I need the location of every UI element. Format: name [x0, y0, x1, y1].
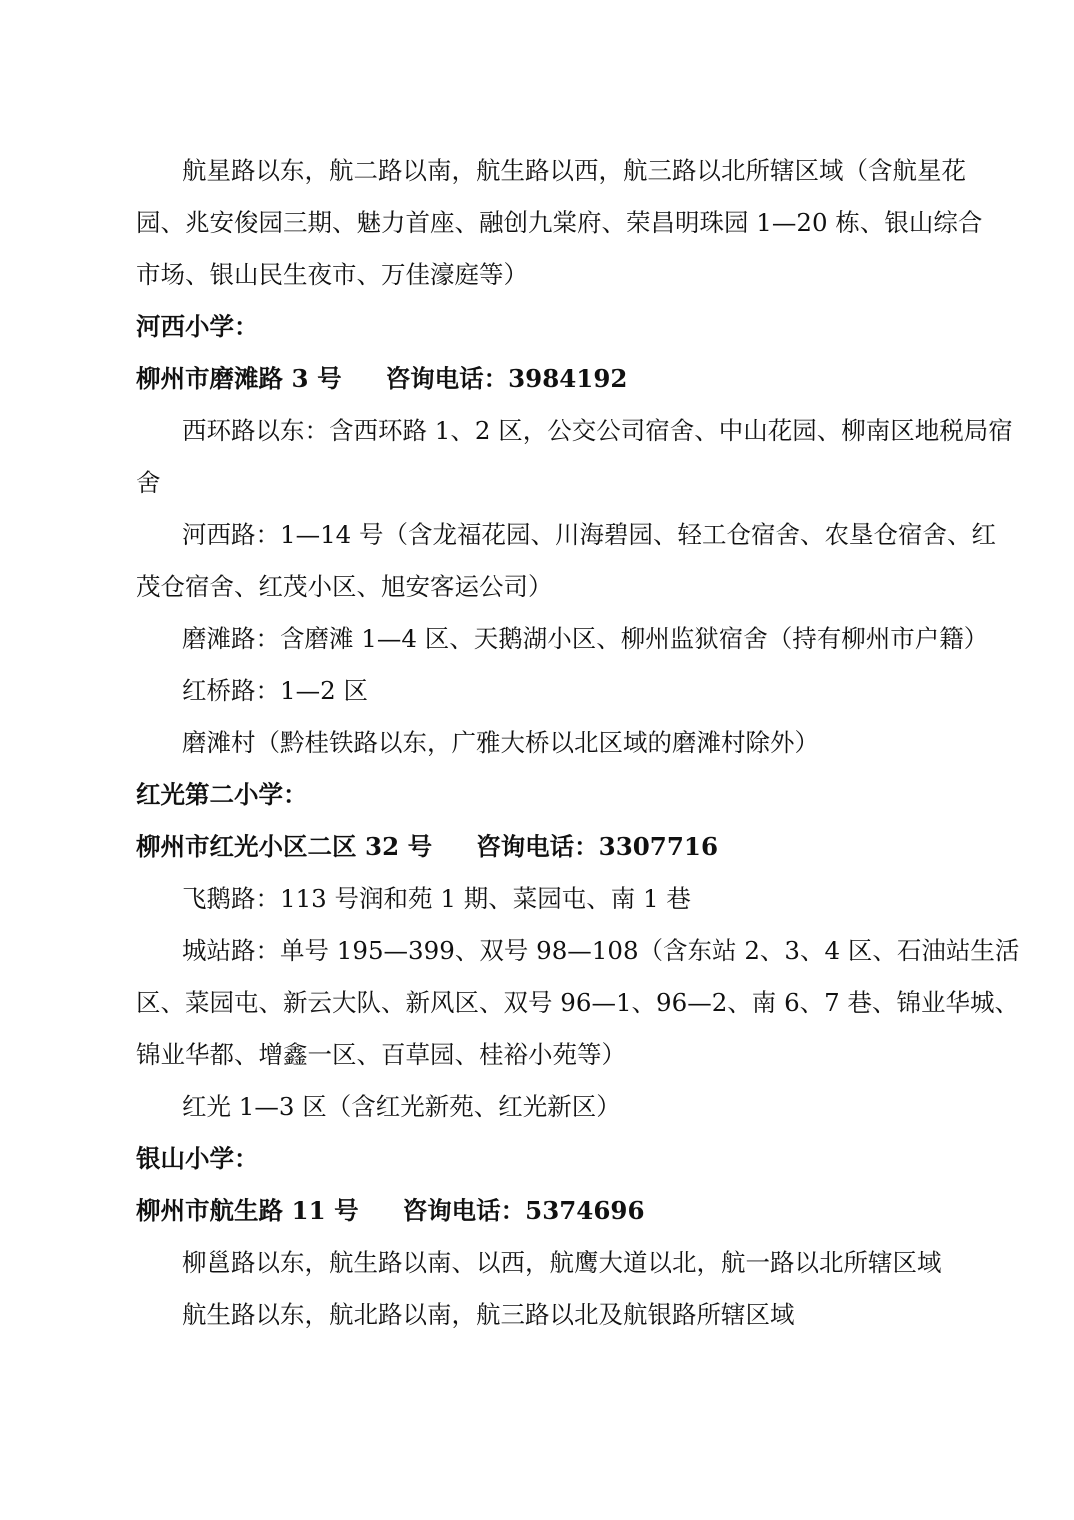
school-phone: 咨询电话：3984192 — [385, 364, 628, 393]
school-heading: 银山小学： — [136, 1144, 259, 1173]
school-address: 柳州市航生路 11 号 — [136, 1196, 359, 1225]
paragraph-line: 茂仓宿舍、红茂小区、旭安客运公司） — [136, 572, 553, 601]
school-phone: 咨询电话：5374696 — [402, 1196, 645, 1225]
paragraph-line: 航生路以东，航北路以南，航三路以北及航银路所辖区域 — [182, 1300, 795, 1329]
paragraph-line: 磨滩路：含磨滩 1—4 区、天鹅湖小区、柳州监狱宿舍（持有柳州市户籍） — [182, 624, 989, 653]
school-address-line — [136, 353, 946, 405]
paragraph-line: 园、兆安俊园三期、魅力首座、融创九棠府、荣昌明珠园 1—20 栋、银山综合 — [136, 208, 983, 237]
school-address: 柳州市磨滩路 3 号 — [136, 364, 342, 393]
paragraph-line: 舍 — [136, 468, 161, 497]
paragraph-line: 磨滩村（黔桂铁路以东，广雅大桥以北区域的磨滩村除外） — [182, 728, 819, 757]
document-page — [136, 145, 1020, 1341]
paragraph-line: 锦业华都、增鑫一区、百草园、桂裕小苑等） — [136, 1040, 626, 1069]
paragraph-line: 航星路以东，航二路以南，航生路以西，航三路以北所辖区域（含航星花 — [182, 156, 966, 185]
school-address-line — [136, 821, 946, 873]
paragraph-line: 市场、银山民生夜市、万佳濠庭等） — [136, 260, 528, 289]
paragraph-line: 河西路：1—14 号（含龙福花园、川海碧园、轻工仓宿舍、农垦仓宿舍、红 — [182, 520, 997, 549]
school-phone: 咨询电话：3307716 — [476, 832, 718, 861]
paragraph-line: 区、菜园屯、新云大队、新风区、双号 96—1、96—2、南 6、7 巷、锦业华城、 — [136, 988, 1020, 1017]
school-address-line — [136, 1185, 946, 1237]
paragraph-line: 西环路以东：含西环路 1、2 区，公交公司宿舍、中山花园、柳南区地税局宿 — [182, 416, 1013, 445]
paragraph-line: 红桥路：1—2 区 — [182, 676, 368, 705]
paragraph-line: 飞鹅路：113 号润和苑 1 期、菜园屯、南 1 巷 — [182, 884, 691, 913]
paragraph-line: 红光 1—3 区（含红光新苑、红光新区） — [182, 1092, 621, 1121]
paragraph-line: 城站路：单号 195—399、双号 98—108（含东站 2、3、4 区、石油站生活 — [182, 936, 1020, 965]
paragraph-line: 柳邕路以东，航生路以南、以西，航鹰大道以北，航一路以北所辖区域 — [182, 1248, 942, 1277]
school-heading: 河西小学： — [136, 312, 259, 341]
school-heading: 红光第二小学： — [136, 780, 308, 809]
school-address: 柳州市红光小区二区 32 号 — [136, 832, 433, 861]
